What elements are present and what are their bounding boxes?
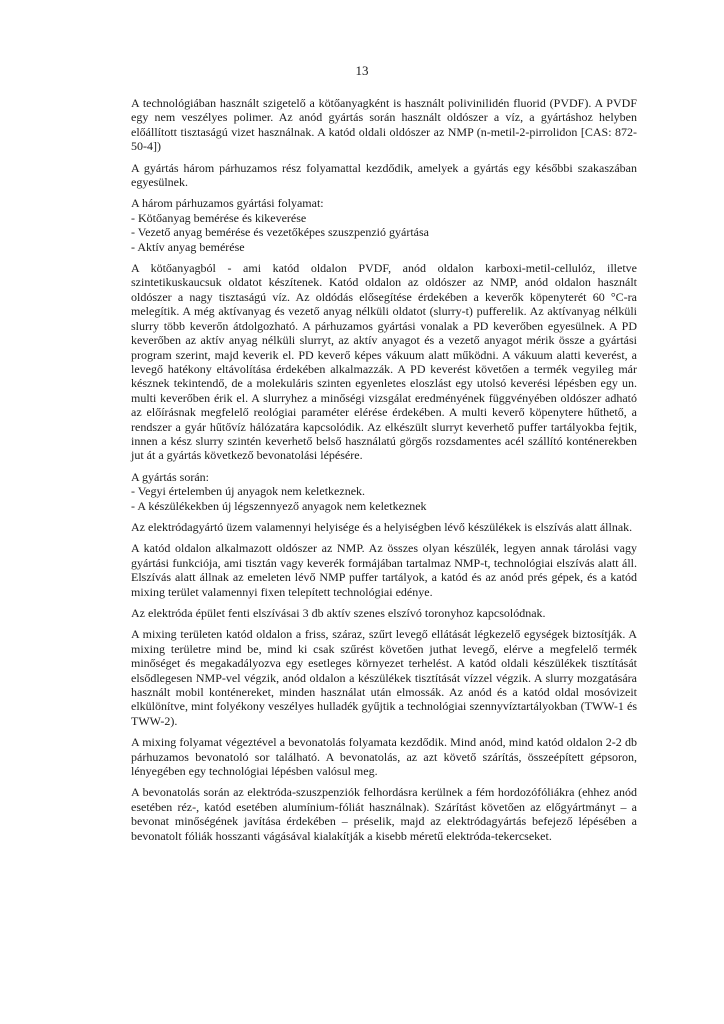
paragraph-mixing-area: A mixing területen katód oldalon a friss, száraz, szűrt levegő ellátását légkezelő egységek biztosítják. A mixing területre mind be, mind ki csak szűrést követően juthat levegő, elérve a megfelelő termék minőséget és megakadályozva egy esetleges környezet terhelést. A katód oldali készülékek tisztítását elsődlegesen NMP-vel végzik, anód oldalon a készülékek tisztítását vízzel végzik. A slurry mozgatására használt mobil konténereket, minden használat után elmossák. Az anód és a katód oldal mosóvizeit elkülönítve, mint folyékony veszélyes hulladék gyűjtik a technológiai szennyvíztartályokban (TWW-1 és TWW-2). (131, 627, 637, 728)
paragraph-insulator-solvents: A technológiában használt szigetelő a kötőanyagként is használt polivinilidén fluorid (PVDF). A PVDF egy nem veszélyes polimer. Az anód gyártás során használt oldószer a víz, a gyártáshoz helyben előállított tisztaságú vizet használnak. A katód oldali oldószer az NMP (n-metil-2-pirrolidon [CAS: 872-50-4]) (131, 96, 637, 154)
paragraph-carbon-towers: Az elektróda épület fenti elszívásai 3 db aktív szenes elszívó toronyhoz kapcsolódnak. (131, 606, 546, 620)
list-item: - A készülékekben új légszennyező anyagok nem keletkeznek (131, 498, 427, 513)
list-item: - Vezető anyag bemérése és vezetőképes szuszpenzió gyártása (131, 225, 429, 240)
paragraph-binder-mixing: A kötőanyagból - ami katód oldalon PVDF, anód oldalon karboxi-metil-cellulóz, illetve szintetikuskaucsuk oldatot készítenek. Katód oldalon az oldószer az NMP, anód oldalon használt oldószer a nagy tisztaságú víz. Az oldódás elősegítése érdekében a keverők köpenyterét 60 °C-ra melegítik. A még aktívanyag és vezető anyag nélküli oldatot (slurry-t) pufferelik. Az aktívanyag nélküli slurry több keverőn átdolgozható. A párhuzamos gyártási vonalak a PD keverőben egyesülnek. A PD keverőben az aktív anyag nélküli slurryt, az aktív anyagot és a vezető anyagot mérik össze a gyártási program szerint, majd keverik el. PD keverő képes vákuum alatt működni. A vákuum alatti keverést, a levegő hatékony eltávolítása érdekében alkalmazzák. A PD keverést követően a termék vegyileg már késznek tekintendő, de a molekuláris szinten egyenletes eloszlást egy utolsó keverési lépésben egy un. multi keverőben érik el. A slurryhez a minőségi vizsgálat eredményének függvényében oldószer adható az előírásnak megfelelő reológiai paraméter elérése érdekében. A multi keverő köpenytere hűthető, a rendszer a gyár hűtővíz hálózatára kapcsolódik. Az elkészült slurryt keverhető puffer tartályokba fejtik, innen a kész slurry szintén keverhető belső használatú görgős rozsdamentes acél szállító konténerekben jut át a gyártás következő bevonatolási lépésére. (131, 261, 637, 463)
page-number: 13 (355, 63, 369, 78)
list-intro-parallel: A három párhuzamos gyártási folyamat: (131, 196, 324, 211)
list-item: - Aktív anyag bemérése (131, 239, 245, 254)
page-content (131, 96, 637, 850)
list-intro-during: A gyártás során: (131, 469, 209, 484)
paragraph-coating-foils: A bevonatolás során az elektróda-szuszpenziók felhordásra kerülnek a fém hordozófóliákra (ehhez anód esetében réz-, katód esetében alumínium-fóliát használnak). Szárítást követően az előgyártmányt – a bevonat minőségének javítása érdekében – préselik, majd az elektródagyártás befejező lépésében a bevonatolt fóliák hosszanti vágásával kialakítják a kisebb méretű elektróda-tekercseket. (131, 785, 637, 843)
during-production-list (131, 484, 637, 513)
parallel-process-list (131, 211, 637, 254)
paragraph-parallel-processes: A gyártás három párhuzamos rész folyamattal kezdődik, amelyek a gyártás egy későbbi szakaszában egyesülnek. (131, 160, 637, 190)
list-item: - Kötőanyag bemérése és kikeverése (131, 210, 307, 225)
paragraph-extraction: Az elektródagyártó üzem valamennyi helyisége és a helyiségben lévő készülékek is elszívás alatt állnak. (131, 519, 633, 534)
paragraph-nmp-cathode: A katód oldalon alkalmazott oldószer az NMP. Az összes olyan készülék, legyen annak tárolási vagy gyártási funkciója, ami tisztán vagy keverék formájában tartalmaz NMP-t, technológiai elszívás alatt áll. Elszívás alatt állnak az emeleten lévő NMP puffer tartályok, a katód és az anód prés gépek, és a katód mixing terület valamennyi fixen telepített technológiai edénye. (131, 541, 637, 599)
list-item: - Vegyi értelemben új anyagok nem keletkeznek. (131, 484, 366, 499)
paragraph-coating: A mixing folyamat végeztével a bevonatolás folyamata kezdődik. Mind anód, mind katód oldalon 2-2 db párhuzamos bevonatoló sor található. A bevonatolás, az azt követő szárítás, összeépített gépsoron, lényegében egy technológiai lépésben valósul meg. (131, 735, 637, 779)
